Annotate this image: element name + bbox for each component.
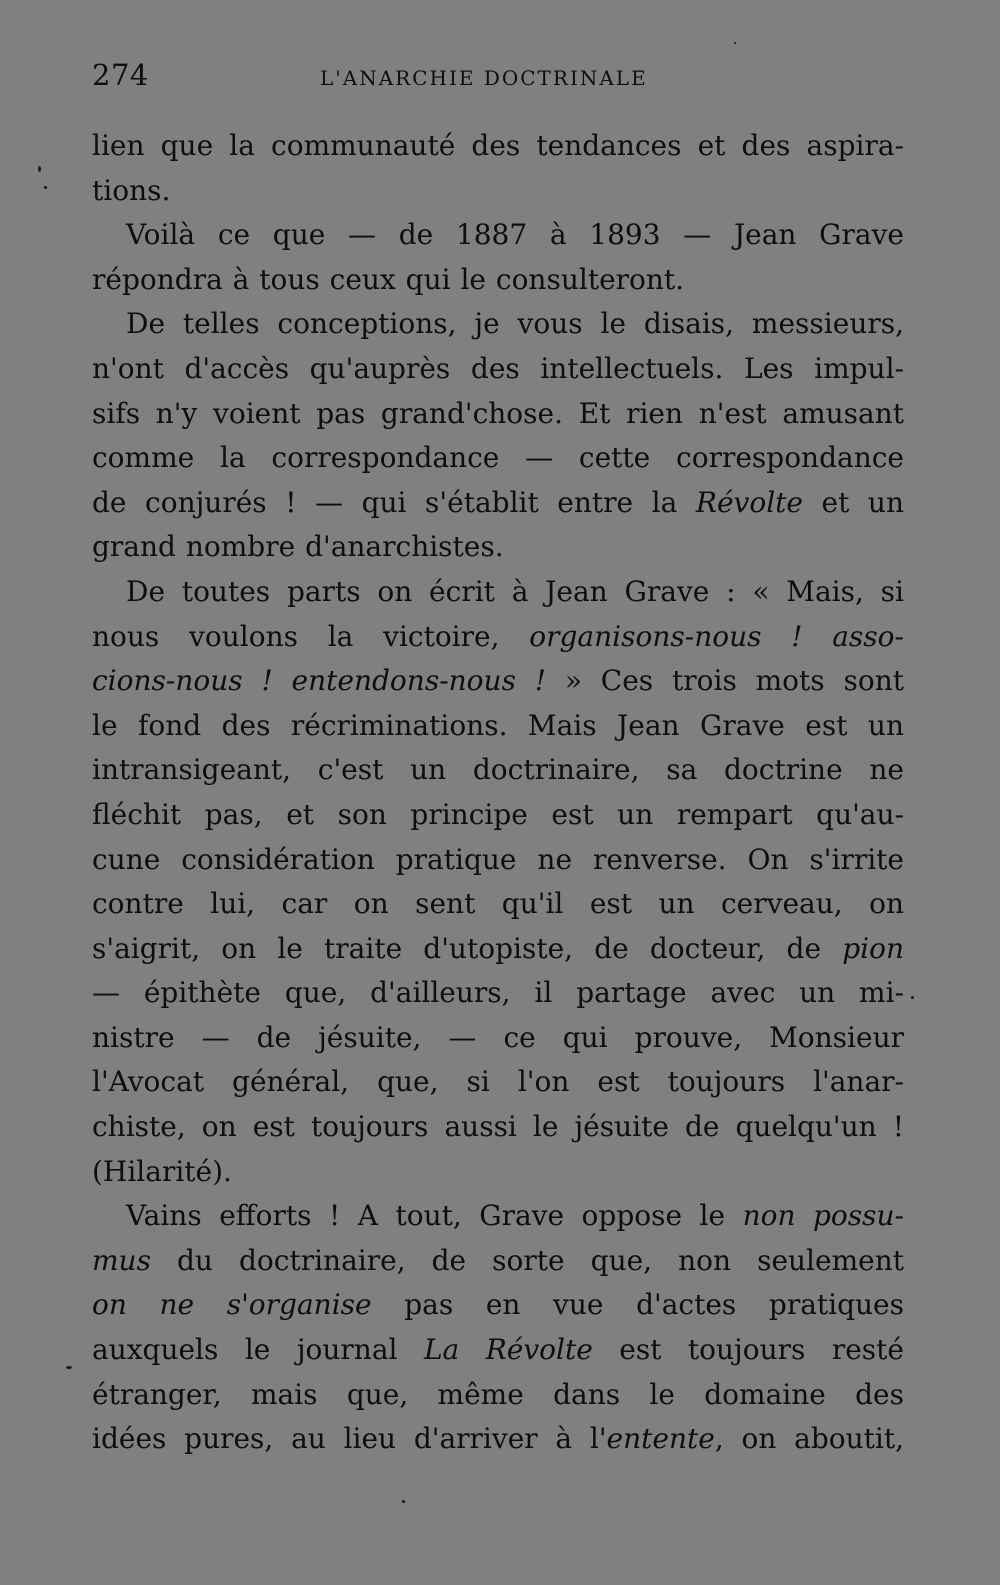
- text-line: étranger, mais que, même dans le domaine des: [92, 1377, 904, 1411]
- text-line: le fond des récriminations. Mais Jean Grave est un: [92, 708, 904, 742]
- text-line: contre lui, car on sent qu'il est un cerveau, on: [92, 887, 904, 921]
- text-line: chiste, on est toujours aussi le jésuite de quelqu'un !: [92, 1110, 904, 1144]
- text-line: répondra à tous ceux qui le consulteront.: [92, 262, 685, 296]
- text-line: cune considération pratique ne renverse. On s'irrite: [92, 842, 904, 876]
- text-line: idées pures, au lieu d'arriver à l'entente, on aboutit,: [92, 1422, 904, 1456]
- text-line: fléchit pas, et son principe est un rempart qu'au-: [92, 797, 904, 831]
- scan-speck: [734, 42, 736, 44]
- text-line: s'aigrit, on le traite d'utopiste, de docteur, de pion: [92, 931, 904, 965]
- text-line: sifs n'y voient pas grand'chose. Et rien n'est amusant: [92, 396, 904, 430]
- page-number: 274: [92, 58, 149, 92]
- body-text: [92, 124, 904, 1462]
- text-line: intransigeant, c'est un doctrinaire, sa doctrine ne: [92, 753, 904, 787]
- italic-phrase: non possu-: [742, 1199, 905, 1233]
- scan-speck: [44, 186, 47, 189]
- text-line: comme la correspondance — cette correspondance: [92, 441, 904, 475]
- text-line: tions.: [92, 173, 171, 207]
- text-line: grand nombre d'anarchistes.: [92, 530, 504, 564]
- italic-phrase: on ne s'organise: [92, 1288, 372, 1322]
- italic-phrase: organisons-nous ! asso-: [529, 619, 904, 653]
- running-head: L'ANARCHIE DOCTRINALE: [320, 66, 648, 90]
- italic-phrase: mus: [92, 1243, 151, 1277]
- text-line: mus du doctrinaire, de sorte que, non seulement: [92, 1243, 904, 1277]
- italic-word: pion: [842, 931, 904, 965]
- text-line: De toutes parts on écrit à Jean Grave : « Mais, si: [126, 574, 904, 608]
- italic-word: entente: [606, 1422, 715, 1456]
- italic-phrase: cions-nous ! entendons-nous !: [92, 664, 547, 698]
- text-line: cions-nous ! entendons-nous ! » Ces trois mots sont: [92, 664, 904, 698]
- scan-speck: [66, 1366, 72, 1369]
- italic-title: Révolte: [695, 485, 803, 519]
- scan-speck: [402, 1500, 405, 1503]
- scan-speck: [38, 166, 41, 172]
- text-line: on ne s'organise pas en vue d'actes pratiques: [92, 1288, 904, 1322]
- text-line: lien que la communauté des tendances et des aspira-: [92, 129, 904, 162]
- text-line: (Hilarité).: [92, 1154, 232, 1188]
- text-line: De telles conceptions, je vous le disais, messieurs,: [126, 307, 904, 341]
- text-line: de conjurés ! — qui s'établit entre la Révolte et un: [92, 485, 904, 519]
- text-line: l'Avocat général, que, si l'on est toujours l'anar-: [92, 1065, 904, 1099]
- text-line: — épithète que, d'ailleurs, il partage avec un mi-: [92, 976, 904, 1010]
- italic-title: La Révolte: [423, 1333, 593, 1367]
- text-line: Voilà ce que — de 1887 à 1893 — Jean Grave: [126, 218, 904, 252]
- text-line: nistre — de jésuite, — ce qui prouve, Monsieur: [92, 1020, 904, 1054]
- text-line: Vains efforts ! A tout, Grave oppose le non possu-: [126, 1199, 905, 1233]
- text-line: auxquels le journal La Révolte est toujours resté: [92, 1333, 904, 1367]
- scan-speck: [911, 996, 914, 999]
- text-line: nous voulons la victoire, organisons-nous ! asso-: [92, 619, 904, 653]
- page-header: [92, 58, 904, 98]
- text-line: n'ont d'accès qu'auprès des intellectuels. Les impul-: [92, 351, 904, 385]
